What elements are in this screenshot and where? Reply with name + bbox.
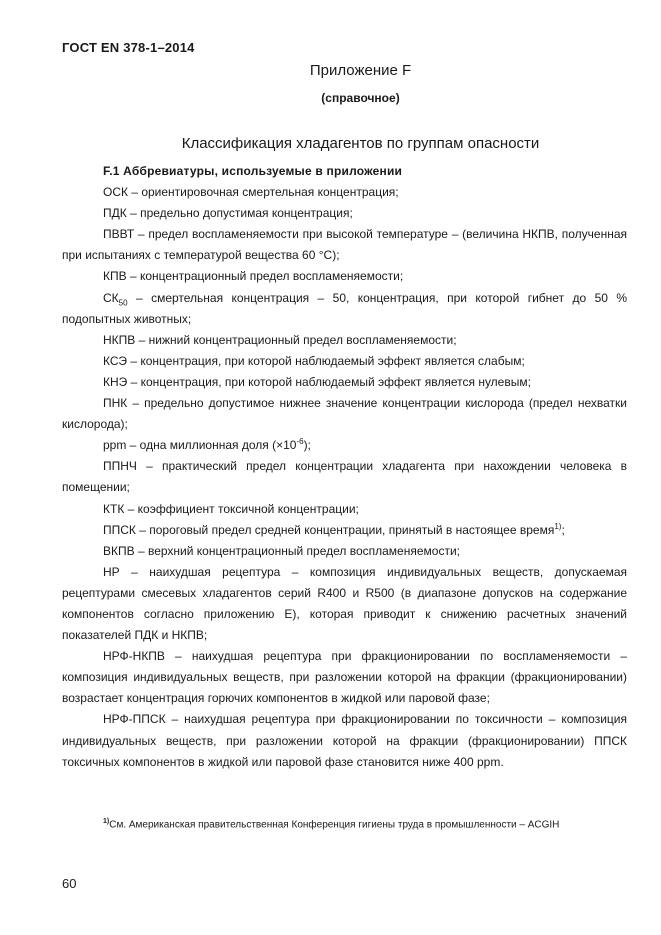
- main-title: Классификация хладагентов по группам опасности: [181, 135, 540, 152]
- document-body: [62, 161, 627, 773]
- entry-text: ;: [561, 522, 565, 537]
- abbreviation-entry: ПНК – предельно допустимое нижнее значение концентрации кислорода (предел нехватки кислорода);: [62, 396, 627, 432]
- entry-text: );: [303, 438, 311, 453]
- abbreviation-entry: НРФ-ППСК – наихудшая рецептура при фракционировании по токсичности – композиция индивидуальных веществ, при разложении которой на фракции (фракционировании) ППСК токсичных компонентов в жидкой или паровой фазе становится ниже 400 ppm.: [62, 712, 627, 769]
- appendix-subtitle: (справочное): [321, 91, 400, 105]
- abbreviation-entry: НР – наихудшая рецептура – композиция индивидуальных веществ, допускаемая рецептурами смесевых хладагентов серий R400 и R500 (в диапазоне допусков на содержание компонентов согласно приложению Е), которая приводит к снижению расчетных значений показателей ПДК и НКПВ;: [62, 564, 627, 643]
- abbreviation-entry: ПДК – предельно допустимая концентрация;: [103, 206, 353, 221]
- abbreviation-entry: ППНЧ – практический предел концентрации хладагента при нахождении человека в помещении;: [62, 459, 627, 495]
- abbreviation-entry: КСЭ – концентрация, при которой наблюдаемый эффект является слабым;: [103, 353, 525, 368]
- entry-text: ppm – одна миллионная доля (×10: [103, 438, 297, 453]
- entry-subscript: 50: [118, 297, 128, 307]
- abbreviation-entry: ОСК – ориентировочная смертельная концентрация;: [103, 185, 399, 200]
- abbreviation-entry: НРФ-НКПВ – наихудшая рецептура при фракционировании по воспламеняемости – композиция индивидуальных веществ, при разложении которой на фракции (фракционировании) возрастает концентрация горючих компонентов в жидкой или паровой фазе;: [62, 649, 627, 706]
- footnote-reference[interactable]: 1): [554, 521, 562, 531]
- entry-text: – смертельная концентрация – 50, концентрация, при которой гибнет до 50 % подопытных животных;: [62, 290, 627, 326]
- abbreviation-entry: ВКПВ – верхний концентрационный предел воспламеняемости;: [103, 543, 460, 558]
- footnote-marker: 1): [103, 818, 110, 825]
- appendix-title: Приложение F: [309, 62, 412, 79]
- footnote-text: См. Американская правительственная Конференция гигиены труда в промышленности – ACGIH: [109, 819, 560, 831]
- abbreviation-entry: КПВ – концентрационный предел воспламеняемости;: [103, 269, 404, 284]
- abbreviation-entry: КНЭ – концентрация, при которой наблюдаемый эффект является нулевым;: [103, 374, 531, 389]
- footnote: [103, 815, 559, 832]
- entry-text: СК: [103, 290, 119, 305]
- section-heading: F.1 Аббревиатуры, используемые в приложении: [103, 164, 403, 178]
- abbreviation-entry: [62, 435, 627, 456]
- standard-code: ГОСТ EN 378-1–2014: [62, 40, 195, 55]
- abbreviation-entry: [62, 288, 627, 330]
- abbreviation-entry: КТК – коэффициент токсичной концентрации;: [103, 501, 359, 516]
- entry-superscript: -6: [296, 437, 304, 447]
- abbreviation-entry: ПВВТ – предел воспламеняемости при высокой температуре – (величина НКПВ, полученная при испытаниях с температурой вещества 60 °С);: [62, 227, 627, 263]
- entry-text: ППСК – пороговый предел средней концентрации, принятый в настоящее время: [103, 522, 555, 537]
- page-number: 60: [62, 876, 77, 891]
- abbreviation-entry: НКПВ – нижний концентрационный предел воспламеняемости;: [103, 332, 457, 347]
- abbreviation-entry: [62, 520, 627, 541]
